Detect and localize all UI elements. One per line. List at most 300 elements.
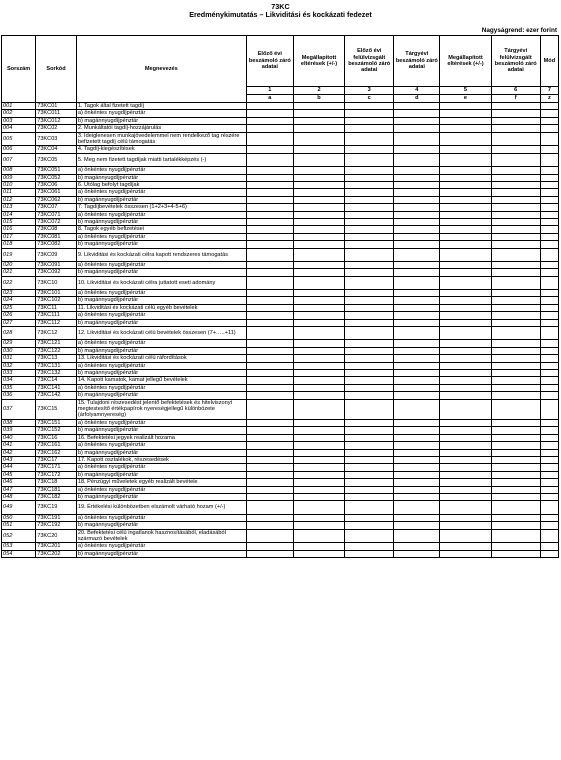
value-cell-1[interactable] [246, 204, 293, 211]
value-cell-1[interactable] [246, 153, 293, 166]
value-cell-5[interactable] [440, 362, 491, 369]
value-cell-4[interactable] [394, 297, 440, 304]
value-cell-3[interactable] [345, 181, 394, 188]
value-cell-5[interactable] [440, 304, 491, 311]
value-cell-4[interactable] [394, 241, 440, 248]
value-cell-3[interactable] [345, 486, 394, 493]
value-cell-2[interactable] [293, 471, 344, 478]
value-cell-6[interactable] [491, 312, 540, 319]
value-cell-3[interactable] [345, 494, 394, 501]
value-cell-7[interactable] [540, 427, 558, 434]
value-cell-6[interactable] [491, 297, 540, 304]
value-cell-6[interactable] [491, 486, 540, 493]
value-cell-4[interactable] [394, 204, 440, 211]
value-cell-4[interactable] [394, 449, 440, 456]
value-cell-4[interactable] [394, 226, 440, 233]
value-cell-4[interactable] [394, 319, 440, 326]
value-cell-4[interactable] [394, 196, 440, 203]
value-cell-3[interactable] [345, 362, 394, 369]
value-cell-1[interactable] [246, 312, 293, 319]
value-cell-3[interactable] [345, 479, 394, 486]
value-cell-7[interactable] [540, 327, 558, 340]
value-cell-7[interactable] [540, 486, 558, 493]
value-cell-4[interactable] [394, 347, 440, 354]
value-cell-1[interactable] [246, 392, 293, 399]
value-cell-3[interactable] [345, 167, 394, 174]
value-cell-1[interactable] [246, 514, 293, 521]
value-cell-3[interactable] [345, 377, 394, 384]
value-cell-1[interactable] [246, 550, 293, 557]
value-cell-5[interactable] [440, 312, 491, 319]
value-cell-4[interactable] [394, 233, 440, 240]
value-cell-3[interactable] [345, 297, 394, 304]
value-cell-3[interactable] [345, 174, 394, 181]
value-cell-6[interactable] [491, 347, 540, 354]
value-cell-6[interactable] [491, 362, 540, 369]
value-cell-6[interactable] [491, 241, 540, 248]
value-cell-6[interactable] [491, 522, 540, 529]
value-cell-2[interactable] [293, 297, 344, 304]
value-cell-5[interactable] [440, 153, 491, 166]
value-cell-7[interactable] [540, 449, 558, 456]
value-cell-4[interactable] [394, 218, 440, 225]
value-cell-1[interactable] [246, 442, 293, 449]
value-cell-3[interactable] [345, 464, 394, 471]
value-cell-3[interactable] [345, 312, 394, 319]
value-cell-4[interactable] [394, 110, 440, 117]
value-cell-5[interactable] [440, 427, 491, 434]
value-cell-3[interactable] [345, 327, 394, 340]
value-cell-2[interactable] [293, 204, 344, 211]
value-cell-2[interactable] [293, 181, 344, 188]
value-cell-2[interactable] [293, 174, 344, 181]
value-cell-5[interactable] [440, 290, 491, 297]
value-cell-2[interactable] [293, 355, 344, 362]
value-cell-6[interactable] [491, 276, 540, 289]
value-cell-5[interactable] [440, 204, 491, 211]
value-cell-4[interactable] [394, 117, 440, 124]
value-cell-1[interactable] [246, 347, 293, 354]
value-cell-3[interactable] [345, 117, 394, 124]
value-cell-6[interactable] [491, 434, 540, 441]
value-cell-2[interactable] [293, 362, 344, 369]
value-cell-2[interactable] [293, 211, 344, 218]
value-cell-2[interactable] [293, 543, 344, 550]
value-cell-5[interactable] [440, 276, 491, 289]
value-cell-7[interactable] [540, 464, 558, 471]
value-cell-2[interactable] [293, 369, 344, 376]
value-cell-3[interactable] [345, 233, 394, 240]
value-cell-2[interactable] [293, 276, 344, 289]
value-cell-2[interactable] [293, 319, 344, 326]
value-cell-1[interactable] [246, 297, 293, 304]
value-cell-3[interactable] [345, 442, 394, 449]
value-cell-7[interactable] [540, 167, 558, 174]
value-cell-3[interactable] [345, 399, 394, 419]
value-cell-2[interactable] [293, 340, 344, 347]
value-cell-3[interactable] [345, 226, 394, 233]
value-cell-5[interactable] [440, 399, 491, 419]
value-cell-5[interactable] [440, 189, 491, 196]
value-cell-7[interactable] [540, 522, 558, 529]
value-cell-4[interactable] [394, 543, 440, 550]
value-cell-7[interactable] [540, 434, 558, 441]
value-cell-3[interactable] [345, 132, 394, 146]
value-cell-7[interactable] [540, 479, 558, 486]
value-cell-6[interactable] [491, 494, 540, 501]
value-cell-7[interactable] [540, 347, 558, 354]
value-cell-4[interactable] [394, 550, 440, 557]
value-cell-2[interactable] [293, 304, 344, 311]
value-cell-1[interactable] [246, 486, 293, 493]
value-cell-6[interactable] [491, 319, 540, 326]
value-cell-5[interactable] [440, 103, 491, 110]
value-cell-5[interactable] [440, 297, 491, 304]
value-cell-2[interactable] [293, 132, 344, 146]
value-cell-1[interactable] [246, 434, 293, 441]
value-cell-6[interactable] [491, 196, 540, 203]
value-cell-6[interactable] [491, 146, 540, 153]
value-cell-6[interactable] [491, 355, 540, 362]
value-cell-1[interactable] [246, 471, 293, 478]
value-cell-3[interactable] [345, 110, 394, 117]
value-cell-1[interactable] [246, 543, 293, 550]
value-cell-6[interactable] [491, 377, 540, 384]
value-cell-2[interactable] [293, 399, 344, 419]
value-cell-2[interactable] [293, 347, 344, 354]
value-cell-5[interactable] [440, 218, 491, 225]
value-cell-1[interactable] [246, 269, 293, 276]
value-cell-3[interactable] [345, 434, 394, 441]
value-cell-2[interactable] [293, 125, 344, 132]
value-cell-2[interactable] [293, 103, 344, 110]
value-cell-6[interactable] [491, 233, 540, 240]
value-cell-1[interactable] [246, 479, 293, 486]
value-cell-5[interactable] [440, 132, 491, 146]
value-cell-7[interactable] [540, 153, 558, 166]
value-cell-2[interactable] [293, 442, 344, 449]
value-cell-6[interactable] [491, 449, 540, 456]
value-cell-2[interactable] [293, 248, 344, 261]
value-cell-6[interactable] [491, 457, 540, 464]
value-cell-3[interactable] [345, 550, 394, 557]
value-cell-1[interactable] [246, 167, 293, 174]
value-cell-1[interactable] [246, 377, 293, 384]
value-cell-7[interactable] [540, 276, 558, 289]
value-cell-2[interactable] [293, 218, 344, 225]
value-cell-3[interactable] [345, 304, 394, 311]
value-cell-1[interactable] [246, 218, 293, 225]
value-cell-7[interactable] [540, 392, 558, 399]
value-cell-6[interactable] [491, 327, 540, 340]
value-cell-7[interactable] [540, 269, 558, 276]
value-cell-7[interactable] [540, 369, 558, 376]
value-cell-3[interactable] [345, 248, 394, 261]
value-cell-7[interactable] [540, 319, 558, 326]
value-cell-7[interactable] [540, 233, 558, 240]
value-cell-6[interactable] [491, 117, 540, 124]
value-cell-2[interactable] [293, 167, 344, 174]
value-cell-5[interactable] [440, 514, 491, 521]
value-cell-2[interactable] [293, 189, 344, 196]
value-cell-6[interactable] [491, 269, 540, 276]
value-cell-3[interactable] [345, 153, 394, 166]
value-cell-1[interactable] [246, 125, 293, 132]
value-cell-6[interactable] [491, 189, 540, 196]
value-cell-7[interactable] [540, 304, 558, 311]
value-cell-1[interactable] [246, 248, 293, 261]
value-cell-7[interactable] [540, 211, 558, 218]
value-cell-2[interactable] [293, 377, 344, 384]
value-cell-3[interactable] [345, 419, 394, 426]
value-cell-4[interactable] [394, 392, 440, 399]
value-cell-7[interactable] [540, 543, 558, 550]
value-cell-2[interactable] [293, 241, 344, 248]
value-cell-3[interactable] [345, 146, 394, 153]
value-cell-2[interactable] [293, 261, 344, 268]
value-cell-7[interactable] [540, 132, 558, 146]
value-cell-4[interactable] [394, 174, 440, 181]
value-cell-5[interactable] [440, 327, 491, 340]
value-cell-1[interactable] [246, 340, 293, 347]
value-cell-6[interactable] [491, 543, 540, 550]
value-cell-2[interactable] [293, 419, 344, 426]
value-cell-4[interactable] [394, 304, 440, 311]
value-cell-5[interactable] [440, 248, 491, 261]
value-cell-7[interactable] [540, 218, 558, 225]
value-cell-4[interactable] [394, 494, 440, 501]
value-cell-6[interactable] [491, 384, 540, 391]
value-cell-7[interactable] [540, 399, 558, 419]
value-cell-7[interactable] [540, 196, 558, 203]
value-cell-7[interactable] [540, 174, 558, 181]
value-cell-1[interactable] [246, 189, 293, 196]
value-cell-6[interactable] [491, 304, 540, 311]
value-cell-7[interactable] [540, 340, 558, 347]
value-cell-1[interactable] [246, 369, 293, 376]
value-cell-7[interactable] [540, 471, 558, 478]
value-cell-3[interactable] [345, 427, 394, 434]
value-cell-4[interactable] [394, 167, 440, 174]
value-cell-6[interactable] [491, 218, 540, 225]
value-cell-6[interactable] [491, 153, 540, 166]
value-cell-1[interactable] [246, 399, 293, 419]
value-cell-5[interactable] [440, 384, 491, 391]
value-cell-7[interactable] [540, 125, 558, 132]
value-cell-5[interactable] [440, 146, 491, 153]
value-cell-4[interactable] [394, 189, 440, 196]
value-cell-7[interactable] [540, 297, 558, 304]
value-cell-2[interactable] [293, 146, 344, 153]
value-cell-3[interactable] [345, 319, 394, 326]
value-cell-4[interactable] [394, 486, 440, 493]
value-cell-4[interactable] [394, 362, 440, 369]
value-cell-7[interactable] [540, 181, 558, 188]
value-cell-7[interactable] [540, 146, 558, 153]
value-cell-5[interactable] [440, 269, 491, 276]
value-cell-4[interactable] [394, 399, 440, 419]
value-cell-7[interactable] [540, 501, 558, 514]
value-cell-2[interactable] [293, 449, 344, 456]
value-cell-5[interactable] [440, 550, 491, 557]
value-cell-3[interactable] [345, 471, 394, 478]
value-cell-3[interactable] [345, 355, 394, 362]
value-cell-4[interactable] [394, 355, 440, 362]
value-cell-2[interactable] [293, 550, 344, 557]
value-cell-3[interactable] [345, 449, 394, 456]
value-cell-7[interactable] [540, 550, 558, 557]
value-cell-2[interactable] [293, 457, 344, 464]
value-cell-4[interactable] [394, 501, 440, 514]
value-cell-5[interactable] [440, 196, 491, 203]
value-cell-4[interactable] [394, 442, 440, 449]
value-cell-3[interactable] [345, 269, 394, 276]
value-cell-3[interactable] [345, 103, 394, 110]
value-cell-3[interactable] [345, 189, 394, 196]
value-cell-5[interactable] [440, 181, 491, 188]
value-cell-1[interactable] [246, 226, 293, 233]
value-cell-7[interactable] [540, 204, 558, 211]
value-cell-1[interactable] [246, 362, 293, 369]
value-cell-4[interactable] [394, 312, 440, 319]
value-cell-5[interactable] [440, 457, 491, 464]
value-cell-7[interactable] [540, 529, 558, 543]
value-cell-3[interactable] [345, 261, 394, 268]
value-cell-5[interactable] [440, 471, 491, 478]
value-cell-1[interactable] [246, 529, 293, 543]
value-cell-5[interactable] [440, 369, 491, 376]
value-cell-4[interactable] [394, 522, 440, 529]
value-cell-2[interactable] [293, 196, 344, 203]
value-cell-4[interactable] [394, 514, 440, 521]
value-cell-4[interactable] [394, 261, 440, 268]
value-cell-5[interactable] [440, 464, 491, 471]
value-cell-4[interactable] [394, 132, 440, 146]
value-cell-4[interactable] [394, 327, 440, 340]
value-cell-4[interactable] [394, 427, 440, 434]
value-cell-2[interactable] [293, 117, 344, 124]
value-cell-7[interactable] [540, 117, 558, 124]
value-cell-2[interactable] [293, 233, 344, 240]
value-cell-4[interactable] [394, 125, 440, 132]
value-cell-3[interactable] [345, 522, 394, 529]
value-cell-6[interactable] [491, 471, 540, 478]
value-cell-5[interactable] [440, 110, 491, 117]
value-cell-1[interactable] [246, 449, 293, 456]
value-cell-1[interactable] [246, 304, 293, 311]
value-cell-4[interactable] [394, 290, 440, 297]
value-cell-6[interactable] [491, 550, 540, 557]
value-cell-7[interactable] [540, 362, 558, 369]
value-cell-1[interactable] [246, 196, 293, 203]
value-cell-2[interactable] [293, 464, 344, 471]
value-cell-3[interactable] [345, 369, 394, 376]
value-cell-5[interactable] [440, 529, 491, 543]
value-cell-5[interactable] [440, 226, 491, 233]
value-cell-1[interactable] [246, 384, 293, 391]
value-cell-7[interactable] [540, 312, 558, 319]
value-cell-2[interactable] [293, 479, 344, 486]
value-cell-2[interactable] [293, 226, 344, 233]
value-cell-3[interactable] [345, 196, 394, 203]
value-cell-1[interactable] [246, 522, 293, 529]
value-cell-7[interactable] [540, 355, 558, 362]
value-cell-2[interactable] [293, 427, 344, 434]
value-cell-3[interactable] [345, 204, 394, 211]
value-cell-6[interactable] [491, 211, 540, 218]
value-cell-7[interactable] [540, 226, 558, 233]
value-cell-5[interactable] [440, 494, 491, 501]
value-cell-6[interactable] [491, 110, 540, 117]
value-cell-2[interactable] [293, 312, 344, 319]
value-cell-5[interactable] [440, 211, 491, 218]
value-cell-4[interactable] [394, 529, 440, 543]
value-cell-6[interactable] [491, 340, 540, 347]
value-cell-5[interactable] [440, 442, 491, 449]
value-cell-5[interactable] [440, 125, 491, 132]
value-cell-1[interactable] [246, 211, 293, 218]
value-cell-6[interactable] [491, 204, 540, 211]
value-cell-2[interactable] [293, 501, 344, 514]
value-cell-6[interactable] [491, 501, 540, 514]
value-cell-4[interactable] [394, 276, 440, 289]
value-cell-3[interactable] [345, 276, 394, 289]
value-cell-1[interactable] [246, 181, 293, 188]
value-cell-4[interactable] [394, 419, 440, 426]
value-cell-4[interactable] [394, 377, 440, 384]
value-cell-6[interactable] [491, 419, 540, 426]
value-cell-5[interactable] [440, 543, 491, 550]
value-cell-5[interactable] [440, 347, 491, 354]
value-cell-7[interactable] [540, 103, 558, 110]
value-cell-7[interactable] [540, 419, 558, 426]
value-cell-2[interactable] [293, 384, 344, 391]
value-cell-6[interactable] [491, 226, 540, 233]
value-cell-1[interactable] [246, 146, 293, 153]
value-cell-1[interactable] [246, 103, 293, 110]
value-cell-5[interactable] [440, 233, 491, 240]
value-cell-4[interactable] [394, 464, 440, 471]
value-cell-4[interactable] [394, 471, 440, 478]
value-cell-6[interactable] [491, 399, 540, 419]
value-cell-1[interactable] [246, 117, 293, 124]
value-cell-3[interactable] [345, 514, 394, 521]
value-cell-1[interactable] [246, 241, 293, 248]
value-cell-2[interactable] [293, 290, 344, 297]
value-cell-1[interactable] [246, 233, 293, 240]
value-cell-1[interactable] [246, 276, 293, 289]
value-cell-3[interactable] [345, 125, 394, 132]
value-cell-2[interactable] [293, 522, 344, 529]
value-cell-5[interactable] [440, 319, 491, 326]
value-cell-6[interactable] [491, 248, 540, 261]
value-cell-2[interactable] [293, 529, 344, 543]
value-cell-3[interactable] [345, 290, 394, 297]
value-cell-5[interactable] [440, 486, 491, 493]
value-cell-5[interactable] [440, 355, 491, 362]
value-cell-7[interactable] [540, 494, 558, 501]
value-cell-2[interactable] [293, 514, 344, 521]
value-cell-7[interactable] [540, 241, 558, 248]
value-cell-4[interactable] [394, 103, 440, 110]
value-cell-7[interactable] [540, 384, 558, 391]
value-cell-2[interactable] [293, 269, 344, 276]
value-cell-4[interactable] [394, 369, 440, 376]
value-cell-7[interactable] [540, 442, 558, 449]
value-cell-6[interactable] [491, 125, 540, 132]
value-cell-5[interactable] [440, 261, 491, 268]
value-cell-1[interactable] [246, 427, 293, 434]
